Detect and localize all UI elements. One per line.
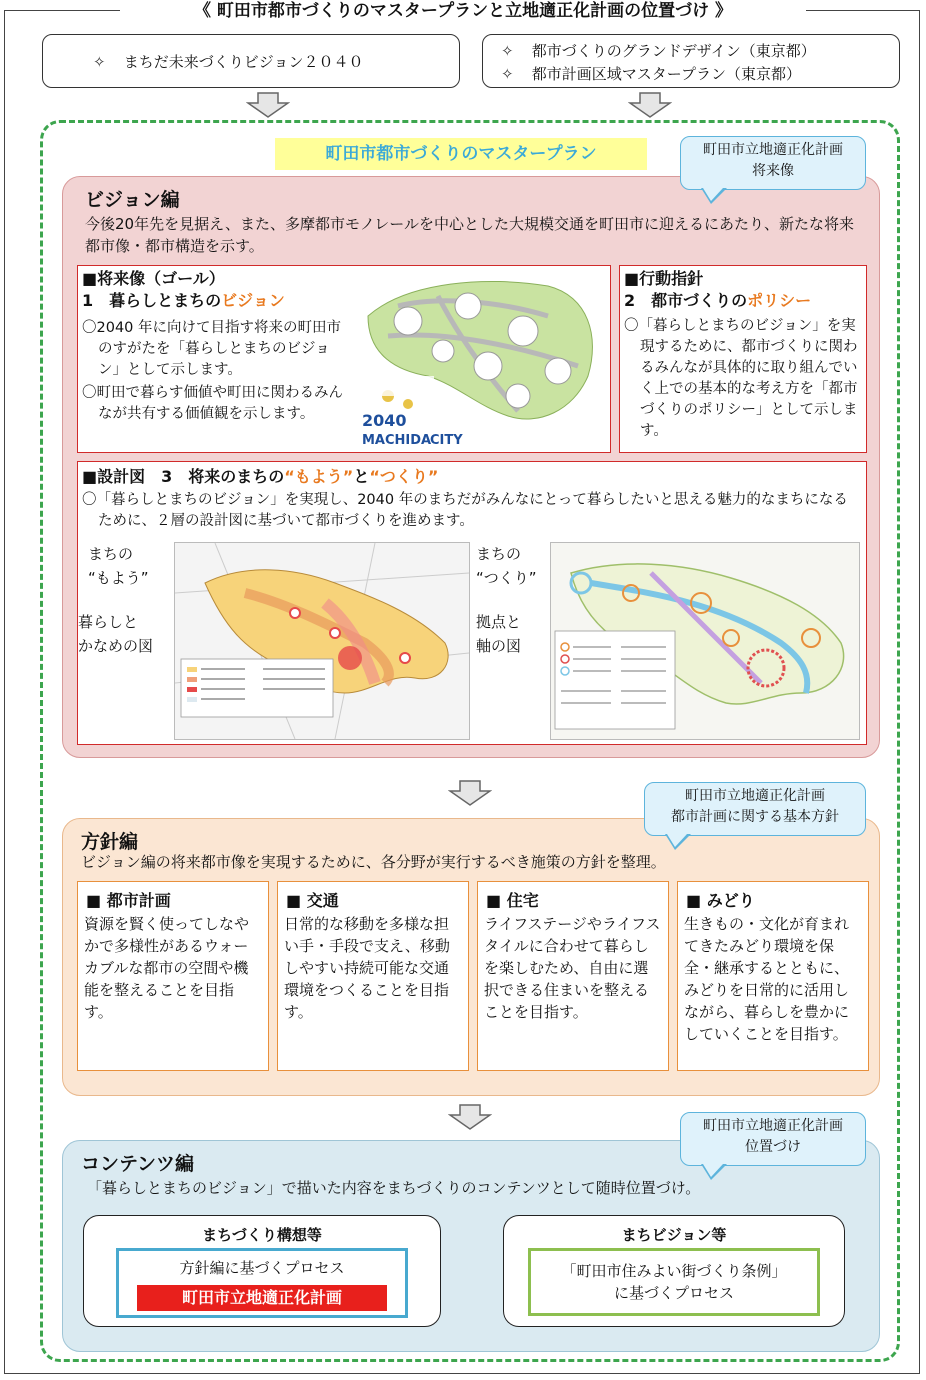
vision-illustration <box>348 276 604 448</box>
source-text: まちだ未来づくりビジョン２０４０ <box>123 53 364 71</box>
vision-illustration-graphic <box>348 276 604 448</box>
down-arrow-icon <box>246 92 290 118</box>
policy-section <box>62 818 880 1096</box>
policy-field-transport: ■ 交通 日常的な移動を多様な担い手・手段で支え、移動しやすい持続可能な交通環境をつくることを目指す。 <box>277 881 469 1071</box>
design-title: ■設計図 3 将来のまちの“もよう”と“つくり” <box>82 467 439 486</box>
source-box-right <box>482 34 900 88</box>
source-text: 都市づくりのグランドデザイン（東京都） <box>531 42 816 60</box>
master-plan-title: 町田市都市づくりのマスタープラン <box>275 138 647 170</box>
down-arrow-icon <box>448 780 492 806</box>
ordinance-line: に基づくプロセス <box>613 1284 734 1302</box>
down-arrow-icon <box>448 1104 492 1130</box>
callout-line: 町田市立地適正化計画 <box>703 142 843 158</box>
map-left-label: まちの “もよう” 暮らしと かなめの図 <box>78 545 154 655</box>
vision-description: 今後20年先を見据え、また、多摩都市モノレールを中心とした大規模交通を町田市に迎えるにあたり、新たな将来都市像・都市構造を示す。 <box>85 215 854 255</box>
callout-line: 都市計画に関する基本方針 <box>671 809 839 825</box>
process-box <box>116 1248 408 1318</box>
box-title: まちづくり構想等 <box>202 1226 322 1244</box>
future-bullet: 〇2040 年に向けて目指す将来の町田市のすがたを「暮らしとまちのビジョン」として示します。 <box>82 320 342 378</box>
ordinance-line: 「町田市住みよい街づくり条例」 <box>561 1262 787 1280</box>
policy-field-greenery: ■ みどり 生きもの・文化が育まれてきたみどり環境を保全・継承するとともに、みどりを日常的に活用しながら、暮らしを豊かにしていくことを目指す。 <box>677 881 869 1071</box>
policy-subtitle: 2 都市づくりのポリシー <box>624 291 812 310</box>
guideline-title: ■行動指針 <box>624 269 704 288</box>
page-title: 《 町田市都市づくりのマスタープランと立地適正化計画の位置づけ 》 <box>120 0 806 22</box>
diamond-star-icon: ✧ <box>501 42 514 60</box>
box-title: まちビジョン等 <box>621 1226 727 1244</box>
ordinance-process-box <box>528 1248 820 1316</box>
structure-map <box>550 542 860 740</box>
vision-section <box>62 176 880 758</box>
callout-line: 位置づけ <box>745 1139 801 1155</box>
vision-subtitle: 1 暮らしとまちのビジョン <box>82 291 285 310</box>
future-image-box <box>77 265 611 453</box>
design-text: 〇「暮らしとまちのビジョン」を実現し、2040 年のまちだがみんなにとって暮らしたいと思える魅力的なまちになるために、２層の設計図に基づいて都市づくりを進めます。 <box>82 492 848 529</box>
source-box-left <box>42 34 460 88</box>
future-bullet: 〇町田で暮らす価値や町田に関わるみんなが共有する価値観を示します。 <box>82 385 343 422</box>
svg-text:2040: 2040 <box>362 411 407 430</box>
guideline-box <box>619 265 867 453</box>
down-arrow-icon <box>628 92 672 118</box>
design-box <box>77 461 867 745</box>
source-text: 都市計画区域マスタープラン（東京都） <box>531 65 802 83</box>
callout-line: 町田市立地適正化計画 <box>703 1118 843 1134</box>
policy-field-housing: ■ 住宅 ライフステージやライフスタイルに合わせて暮らしを楽しむため、自由に選択できる住まいを整えることを目指す。 <box>477 881 669 1071</box>
policy-description: ビジョン編の将来都市像を実現するために、各分野が実行するべき施策の方針を整理。 <box>81 853 666 871</box>
town-vision-box <box>503 1215 845 1327</box>
pattern-map <box>174 542 470 740</box>
callout-line: 将来像 <box>752 163 794 179</box>
contents-heading: コンテンツ編 <box>81 1153 195 1175</box>
town-planning-concept-box <box>83 1215 441 1327</box>
callout-basic-policy <box>644 782 866 836</box>
location-plan-banner: 町田市立地適正化計画 <box>137 1285 387 1311</box>
vision-heading: ビジョン編 <box>85 189 180 211</box>
contents-section <box>62 1140 880 1352</box>
future-title: ■将来像（ゴール） <box>82 269 225 288</box>
guideline-text: 〇「暮らしとまちのビジョン」を実現するために、都市づくりに関わるみんなが具体的に取り組んでいく上での基本的な考え方を「都市づくりのポリシー」として示します。 <box>624 318 858 439</box>
svg-text:MACHIDA: MACHIDA <box>362 433 432 448</box>
callout-line: 町田市立地適正化計画 <box>685 788 825 804</box>
contents-description: 「暮らしとまちのビジョン」で描いた内容をまちづくりのコンテンツとして随時位置づけ。 <box>87 1179 701 1197</box>
svg-text:CITY: CITY <box>430 433 463 448</box>
policy-heading: 方針編 <box>81 831 139 853</box>
diamond-star-icon: ✧ <box>501 65 514 83</box>
map-right-label: まちの “つくり” 拠点と 軸の図 <box>476 545 537 655</box>
callout-positioning <box>680 1112 866 1166</box>
policy-field-urban-planning: ■ 都市計画 資源を賢く使ってしなやかで多様性があるウォーカブルな都市の空間や機能を整えることを目指す。 <box>77 881 269 1071</box>
diamond-star-icon: ✧ <box>93 53 106 71</box>
future-bullets <box>82 318 344 427</box>
callout-future-image <box>680 136 866 190</box>
process-text: 方針編に基づくプロセス <box>179 1259 345 1277</box>
